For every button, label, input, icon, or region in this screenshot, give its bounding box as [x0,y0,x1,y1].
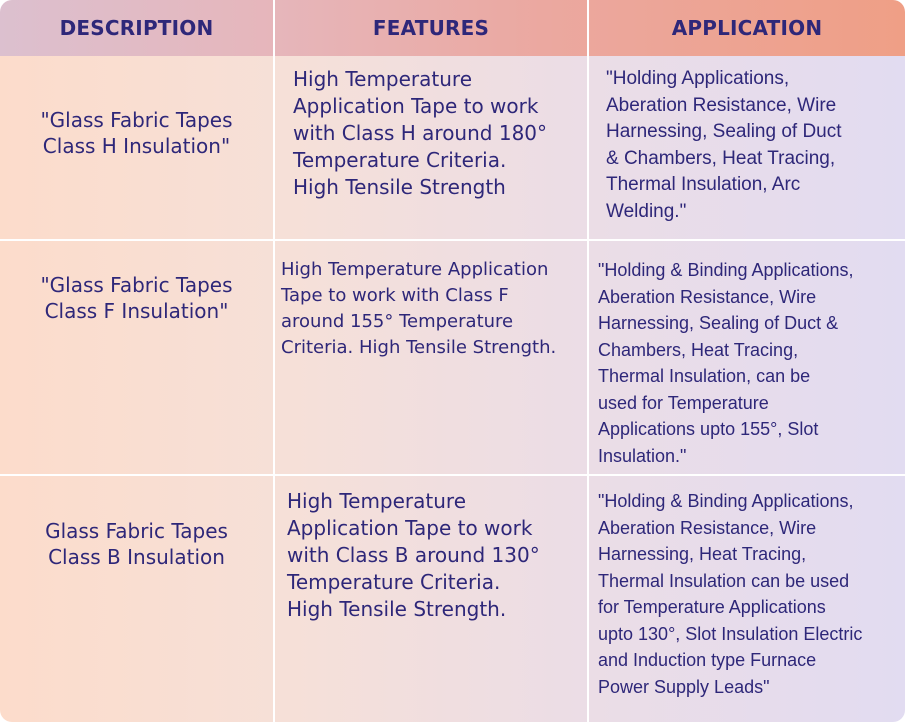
row3-features: High Temperature Application Tape to work with Class B around 130° Temperature Criteria. High Tensile Strength. [287,489,540,621]
row1-description: "Glass Fabric Tapes Class H Insulation" [40,107,233,158]
table-header [0,0,905,56]
row2-description: "Glass Fabric Tapes Class F Insulation" [40,272,233,323]
header-application: APPLICATION [671,16,823,40]
row3-application: "Holding & Binding Applications, Aberation Resistance, Wire Harnessing, Heat Tracing, Thermal Insulation can be used for Temperature Applications upto 130°, Slot Insulation Electric and Induction type Furnace Power Supply Leads" [598,491,863,697]
row1-features: High Temperature Application Tape to work with Class H around 180° Temperature Criteria. High Tensile Strength [293,67,548,199]
header-description: DESCRIPTION [59,16,214,40]
row2-application: "Holding & Binding Applications, Aberation Resistance, Wire Harnessing, Sealing of Duct & Chambers, Heat Tracing, Thermal Insulation, can be used for Temperature Applications upto 155°, Slot Insulation." [598,260,854,466]
table-row [0,476,905,722]
header-features: FEATURES [372,16,490,40]
row3-description: Glass Fabric Tapes Class B Insulation [45,519,228,569]
row1-application: "Holding Applications, Aberation Resistance, Wire Harnessing, Sealing of Duct & Chambers, Heat Tracing, Thermal Insulation, Arc Welding." [606,68,842,222]
column-divider [587,0,589,722]
table-row [0,241,905,474]
table-row [0,56,905,239]
column-divider [273,0,275,722]
row2-features: High Temperature Application Tape to work with Class F around 155° Temperature Criteria. High Tensile Strength. [281,259,557,358]
